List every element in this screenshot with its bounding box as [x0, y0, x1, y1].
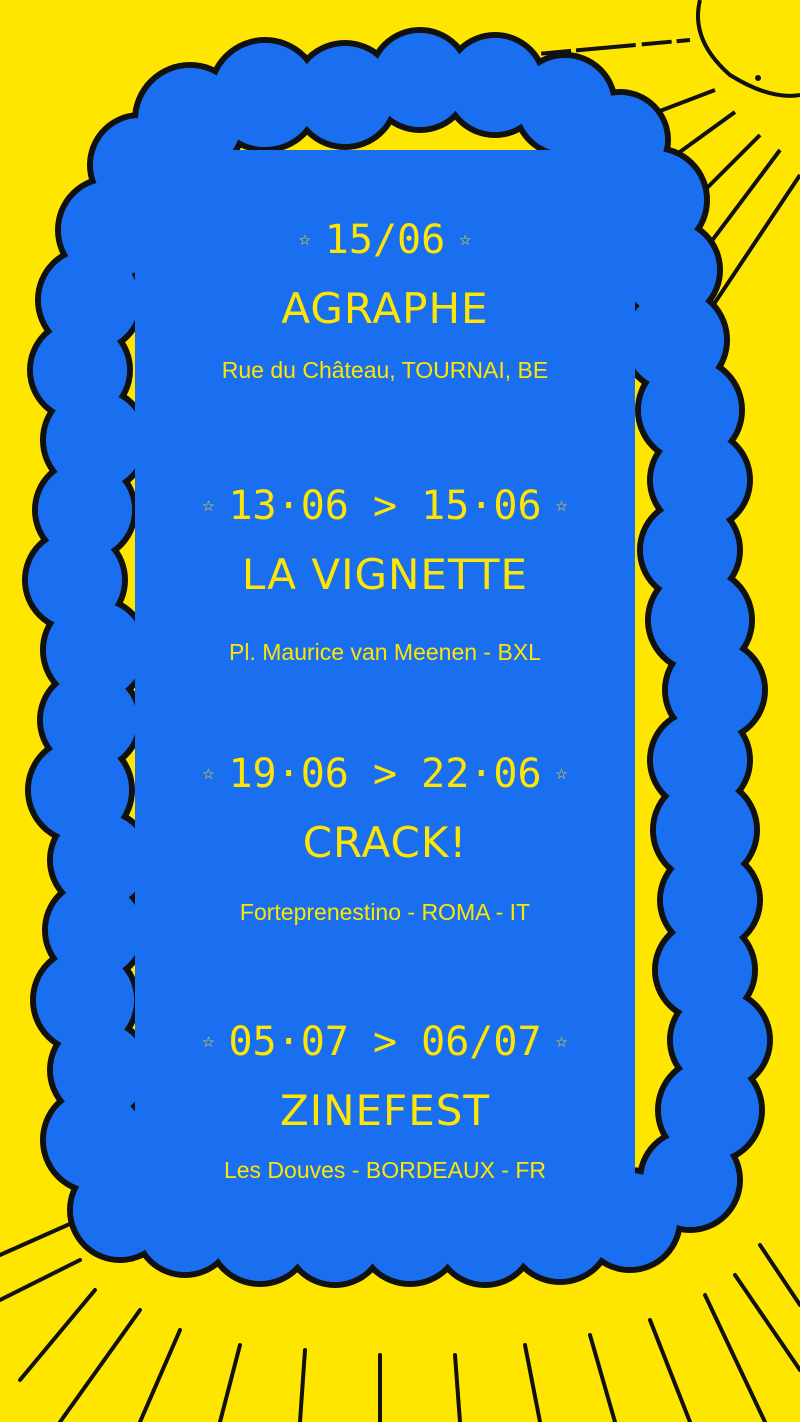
- event-location: Rue du Château, TOURNAI, BE: [221, 357, 549, 383]
- star-icon: ☆: [459, 226, 472, 250]
- event-name: ZINEFEST: [279, 1086, 491, 1135]
- event-block: [0, 750, 770, 926]
- event-block: [0, 1018, 770, 1184]
- star-icon: ☆: [202, 760, 215, 784]
- event-location: Les Douves - BORDEAUX - FR: [223, 1157, 547, 1183]
- event-block: [0, 216, 770, 384]
- event-name: LA VIGNETTE: [241, 550, 529, 599]
- event-location: Forteprenestino - ROMA - IT: [239, 899, 531, 925]
- star-icon: ☆: [202, 1028, 215, 1052]
- star-icon: ☆: [555, 492, 568, 516]
- event-location: Pl. Maurice van Meenen - BXL: [229, 639, 541, 665]
- event-date: 13·06 > 15·06: [228, 483, 542, 529]
- star-icon: ☆: [555, 760, 568, 784]
- event-name: CRACK!: [302, 818, 468, 867]
- event-date: 05·07 > 06/07: [228, 1019, 542, 1065]
- event-date: 15/06: [324, 217, 446, 263]
- event-block: [0, 482, 770, 666]
- event-name: AGRAPHE: [281, 284, 489, 333]
- star-icon: ☆: [298, 226, 311, 250]
- event-date: 19·06 > 22·06: [228, 751, 542, 797]
- star-icon: ☆: [202, 492, 215, 516]
- star-icon: ☆: [555, 1028, 568, 1052]
